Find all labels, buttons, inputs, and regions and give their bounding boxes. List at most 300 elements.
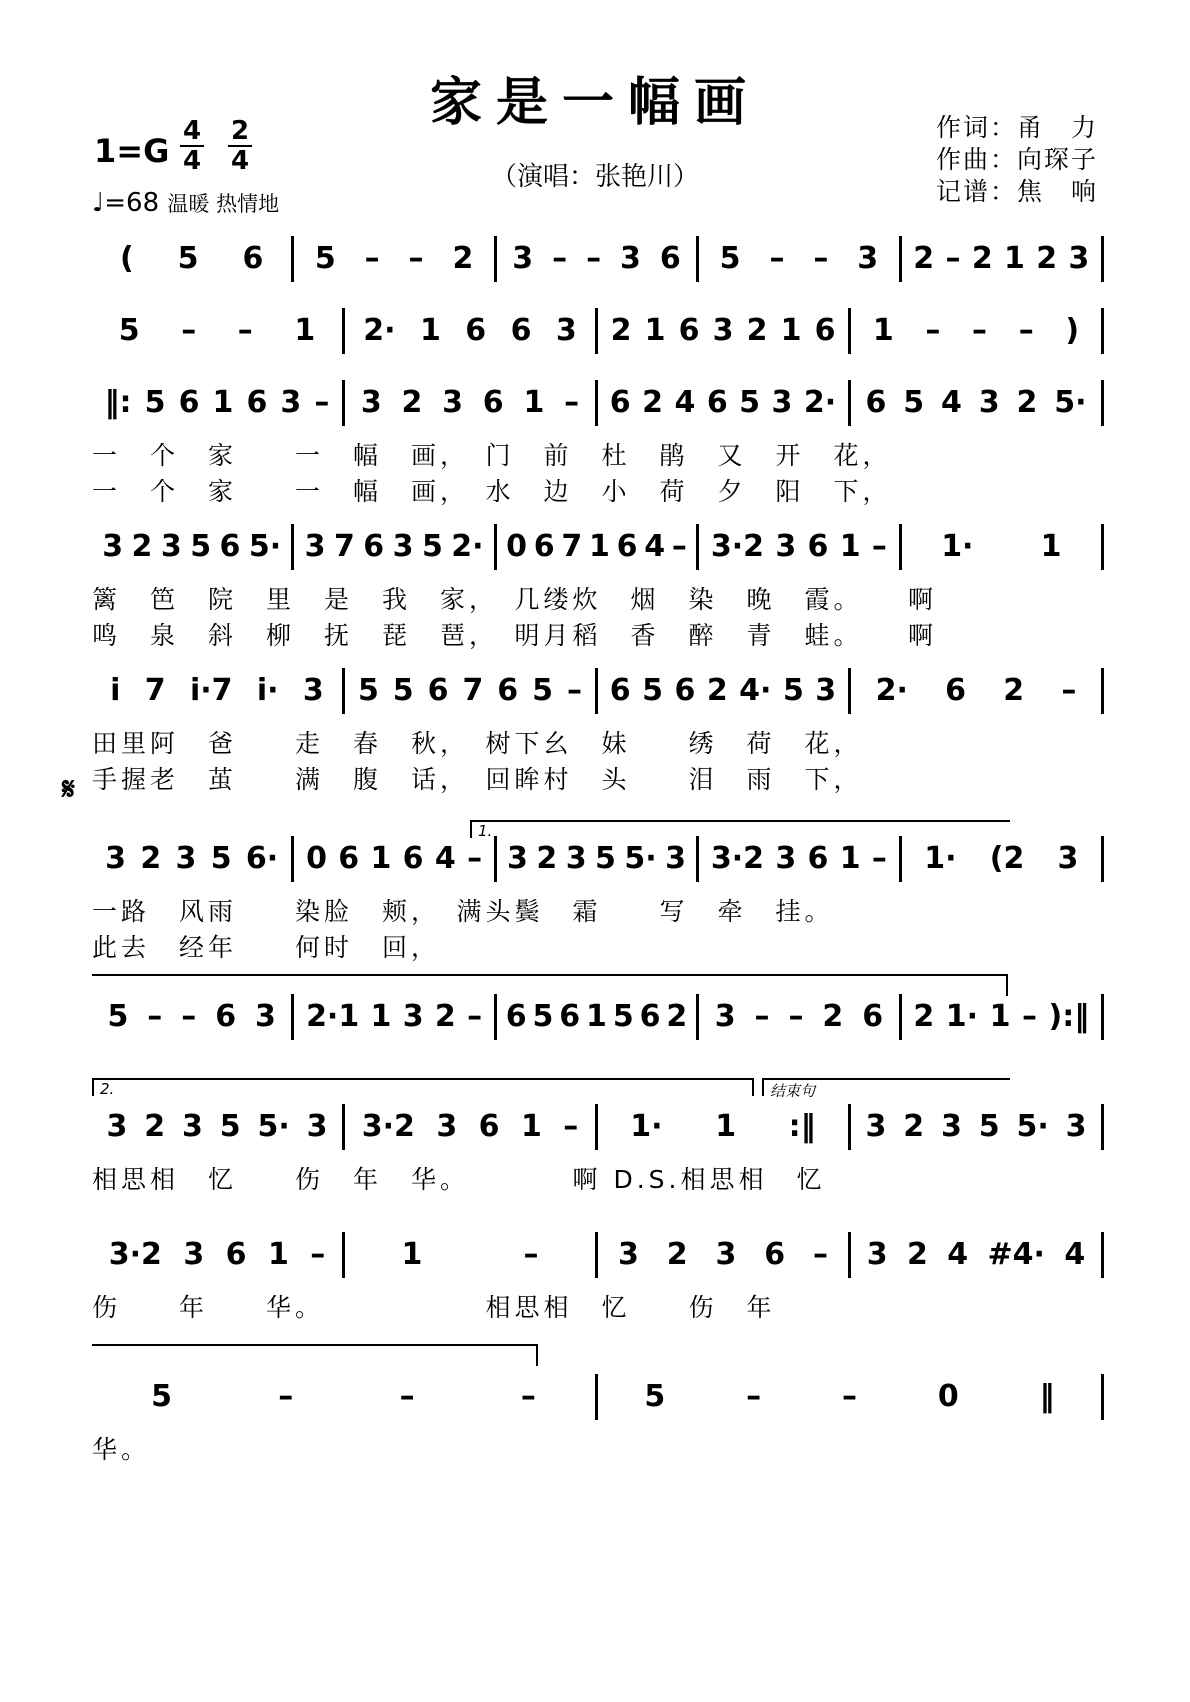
note-symbol: 5 [978, 1109, 1000, 1144]
note-symbol: – [566, 673, 582, 708]
tempo-marking [92, 188, 279, 218]
note-symbol: 6 [533, 529, 555, 564]
note-symbol: 3·2 [710, 529, 765, 564]
volta-ending-phrase: 结束句 [762, 1078, 1010, 1096]
note-symbol: 0 [937, 1379, 959, 1414]
note-symbol: 6 [338, 841, 360, 876]
measure [345, 384, 595, 422]
note-symbol: 2 [536, 841, 558, 876]
note-symbol: 7 [462, 673, 484, 708]
note-symbol: 1 [872, 313, 894, 348]
note-symbol: i [110, 673, 121, 708]
key-signature: 1=G [94, 132, 170, 170]
segno-sign: 𝄋 [62, 772, 75, 807]
measure [699, 840, 898, 878]
note-symbol: – [813, 241, 829, 276]
barline [1101, 668, 1104, 714]
singer-credit: （演唱：张艳川） [490, 162, 699, 192]
note-symbol: 5 [210, 841, 232, 876]
note-symbol: 5 [782, 673, 804, 708]
note-symbol: 1 [586, 999, 607, 1034]
note-symbol: – [945, 241, 961, 276]
note-symbol: 3 [715, 1237, 737, 1272]
note-symbol: 3 [392, 529, 414, 564]
note-symbol: 1 [780, 313, 802, 348]
measure [699, 998, 898, 1036]
measure [345, 672, 595, 710]
note-symbol: 3 [665, 841, 686, 876]
note-symbol: 2· [363, 313, 396, 348]
notes-line [92, 240, 1104, 282]
note-symbol: 6 [814, 313, 836, 348]
note-symbol: 6 [482, 385, 504, 420]
note-symbol: 6 [865, 385, 887, 420]
barline [1101, 524, 1104, 570]
note-symbol: 2 [401, 385, 423, 420]
song-title: 家是一幅画 [429, 72, 760, 133]
note-symbol: 6 [363, 529, 385, 564]
note-symbol: i· [256, 673, 279, 708]
note-symbol: – [1061, 673, 1077, 708]
note-symbol: 6 [807, 841, 829, 876]
note-symbol: 3 [512, 241, 534, 276]
note-symbol: – [310, 1237, 326, 1272]
note-symbol: 2· [875, 673, 908, 708]
measure [294, 840, 493, 878]
note-symbol: 6· [245, 841, 279, 876]
transcriber-credit: 记谱：焦 响 [935, 177, 1098, 206]
note-symbol: – [563, 1109, 579, 1144]
note-symbol: 5 [612, 999, 634, 1034]
note-symbol: 5 [595, 841, 616, 876]
note-symbol: 3 [442, 385, 464, 420]
note-symbol: – [147, 999, 163, 1034]
volta-first-ending: 1. [470, 820, 1010, 838]
lyric-line: 一 个 家 一 幅 画， 水 边 小 荷 夕 阳 下， [92, 477, 892, 506]
note-symbol: 2 [144, 1109, 166, 1144]
note-symbol: 2 [913, 999, 935, 1034]
note-symbol: 6 [559, 999, 581, 1034]
barline [1101, 994, 1104, 1040]
measure [598, 1108, 848, 1146]
volta-first-ending-continued [92, 974, 1008, 996]
score-row [92, 1236, 1104, 1322]
lyric-line: 伤 年 华。 相思相 忆 伤 年 [92, 1293, 776, 1322]
measure [851, 1236, 1101, 1274]
note-symbol: 6 [616, 529, 638, 564]
note-symbol: – [181, 313, 197, 348]
note-symbol: 5 [392, 673, 414, 708]
note-symbol: 3 [105, 841, 127, 876]
note-symbol: 0 [306, 841, 327, 876]
note-symbol: 3 [1065, 1109, 1087, 1144]
note-symbol: 1 [370, 841, 392, 876]
note-symbol: 6 [764, 1237, 786, 1272]
note-symbol: 2 [666, 999, 688, 1034]
note-symbol: 6 [242, 241, 264, 276]
note-symbol: 5 [719, 241, 741, 276]
note-symbol: 2 [666, 1237, 688, 1272]
note-symbol: 3 [102, 529, 124, 564]
note-symbol: – [972, 313, 988, 348]
note-symbol: 3 [555, 313, 577, 348]
note-symbol: 4 [434, 841, 456, 876]
measure [902, 840, 1101, 878]
lyric-line: 一路 风雨 染脸 颊， 满头鬓 霜 写 牵 挂。 [92, 897, 834, 926]
time-signature-2-4 [228, 118, 252, 174]
volta-second-ending: 2. [92, 1078, 754, 1096]
measure [699, 528, 898, 566]
note-symbol: 3 [175, 841, 197, 876]
lyric-line: 华。 [92, 1435, 151, 1464]
score-row [92, 1378, 1104, 1464]
note-symbol: 5 [421, 529, 443, 564]
measure [497, 840, 696, 878]
note-symbol: 5· [248, 529, 282, 564]
measure [902, 240, 1101, 278]
note-symbol: 6 [678, 313, 700, 348]
note-symbol: – [754, 999, 770, 1034]
note-symbol: 1 [294, 313, 316, 348]
note-symbol: – [788, 999, 804, 1034]
note-symbol: 2 [746, 313, 768, 348]
note-symbol: 3 [712, 313, 734, 348]
lyric-line: 田里阿 爸 走 春 秋， 树下幺 妹 绣 荷 花， [92, 729, 863, 758]
time-signature-denominator: 4 [230, 146, 250, 176]
tempo-value: ♩=68 [92, 188, 160, 218]
note-symbol: 2· [803, 385, 837, 420]
note-symbol: 4· [739, 673, 772, 708]
time-signature-numerator: 4 [182, 116, 202, 146]
notes-line [92, 1236, 1104, 1278]
note-symbol: 3 [1068, 241, 1090, 276]
time-signature-4-4 [180, 118, 204, 174]
note-symbol: 5 [107, 999, 129, 1034]
note-symbol: 4 [940, 385, 962, 420]
note-symbol: 3 [183, 1237, 205, 1272]
note-symbol: 1 [989, 999, 1011, 1034]
note-symbol: 5 [177, 241, 199, 276]
note-symbol: 2 [610, 313, 632, 348]
note-symbol: 1 [267, 1237, 289, 1272]
note-symbol: 6 [465, 313, 487, 348]
composer-credit: 作曲：向琛子 [935, 145, 1098, 174]
note-symbol: ):‖ [1048, 999, 1090, 1034]
note-symbol: 5· [1054, 385, 1087, 420]
note-symbol: 3 [775, 529, 797, 564]
note-symbol: 2 [913, 241, 935, 276]
time-signature-numerator: 2 [230, 116, 250, 146]
note-symbol: 5 [739, 385, 761, 420]
note-symbol: 6 [659, 241, 681, 276]
score-row [92, 1108, 1104, 1194]
measure [92, 1378, 595, 1416]
measure [699, 240, 898, 278]
note-symbol: 2· [451, 529, 484, 564]
note-symbol: – [925, 313, 941, 348]
measure [851, 384, 1101, 422]
note-symbol: 2·1 [306, 999, 360, 1034]
note-symbol: 4 [947, 1237, 969, 1272]
note-symbol: 5 [532, 999, 554, 1034]
measure [497, 998, 696, 1036]
note-symbol: 3 [507, 841, 528, 876]
note-symbol: 3 [302, 673, 324, 708]
note-symbol: – [314, 385, 330, 420]
note-symbol: 6 [609, 385, 631, 420]
score-row [92, 672, 1104, 794]
barline [1101, 308, 1104, 354]
measure [92, 384, 342, 422]
note-symbol: 5· [624, 841, 657, 876]
note-symbol: 1 [839, 529, 861, 564]
expression-marking: 温暖 热情地 [167, 192, 280, 216]
note-symbol: 4 [1064, 1237, 1086, 1272]
note-symbol: 3·2 [361, 1109, 415, 1144]
note-symbol: 5 [314, 241, 336, 276]
measure [598, 1378, 1101, 1416]
note-symbol: 1 [370, 999, 392, 1034]
note-symbol: 2 [1036, 241, 1058, 276]
lyric-line: 篱 笆 院 里 是 我 家， 几缕炊 烟 染 晚 霞。 啊 [92, 585, 938, 614]
note-symbol: 3 [306, 1109, 328, 1144]
note-symbol: – [364, 241, 380, 276]
note-symbol: – [552, 241, 568, 276]
measure [902, 528, 1101, 566]
note-symbol: – [841, 1379, 857, 1414]
note-symbol: – [746, 1379, 762, 1414]
note-symbol: 6 [945, 673, 966, 708]
note-symbol: 6 [807, 529, 829, 564]
note-symbol: 2 [822, 999, 844, 1034]
note-symbol: 6 [427, 673, 449, 708]
note-symbol: 6 [510, 313, 532, 348]
note-symbol: (2 [989, 841, 1025, 876]
note-symbol: 3 [1057, 841, 1079, 876]
score-row [92, 240, 1104, 300]
note-symbol: 5 [219, 1109, 241, 1144]
notes-line [92, 840, 1104, 882]
note-symbol: 2 [434, 999, 456, 1034]
note-symbol: 7 [333, 529, 355, 564]
time-signature-denominator: 4 [182, 146, 202, 176]
note-symbol: – [408, 241, 424, 276]
note-symbol: 3 [865, 1109, 887, 1144]
note-symbol: – [467, 999, 483, 1034]
note-symbol: – [1022, 999, 1038, 1034]
lyric-line: 相思相 忆 伤 年 华。 啊 D.S.相思相 忆 [92, 1165, 826, 1194]
barline [1101, 236, 1104, 282]
note-symbol: 1 [589, 529, 610, 564]
measure [497, 528, 696, 566]
note-symbol: 3 [360, 385, 382, 420]
note-symbol: – [523, 1237, 539, 1272]
note-symbol: 3 [617, 1237, 639, 1272]
note-symbol: – [278, 1379, 294, 1414]
notes-line [92, 998, 1104, 1040]
measure [345, 1108, 595, 1146]
note-symbol: 2 [1016, 385, 1038, 420]
note-symbol: – [769, 241, 785, 276]
note-symbol: :‖ [788, 1109, 816, 1144]
note-symbol: – [237, 313, 253, 348]
note-symbol: 3 [866, 1237, 888, 1272]
measure [294, 240, 493, 278]
note-symbol: 3 [620, 241, 641, 276]
measure [851, 672, 1101, 710]
note-symbol: 2 [452, 241, 474, 276]
note-symbol: 5 [357, 673, 379, 708]
note-symbol: 1 [520, 1109, 542, 1144]
note-symbol: 6 [639, 999, 661, 1034]
measure [851, 1108, 1101, 1146]
measure [92, 840, 291, 878]
note-symbol: 6 [402, 841, 424, 876]
note-symbol: 1· [630, 1109, 663, 1144]
note-symbol: 6 [219, 529, 241, 564]
note-symbol: i·7 [189, 673, 233, 708]
note-symbol: 6 [215, 999, 237, 1034]
note-symbol: 1 [1004, 241, 1025, 276]
note-symbol: 5 [190, 529, 212, 564]
note-symbol: 1 [1040, 529, 1062, 564]
note-symbol: ‖ [1039, 1379, 1055, 1414]
measure [294, 528, 493, 566]
note-symbol: 2 [1003, 673, 1025, 708]
note-symbol: 3·2 [108, 1237, 162, 1272]
note-symbol: – [181, 999, 197, 1034]
note-symbol: 5 [151, 1379, 173, 1414]
note-symbol: 3 [771, 385, 793, 420]
note-symbol: 3 [181, 1109, 203, 1144]
note-symbol: 7 [144, 673, 166, 708]
note-symbol: 0 [506, 529, 528, 564]
note-symbol: 2 [131, 529, 153, 564]
note-symbol: 5 [903, 385, 925, 420]
note-symbol: 3 [255, 999, 276, 1034]
note-symbol: ) [1065, 313, 1080, 348]
note-symbol: 6 [246, 385, 268, 420]
note-symbol: 6 [706, 385, 728, 420]
note-symbol: 6 [674, 673, 696, 708]
note-symbol: #4· [987, 1237, 1045, 1272]
measure [92, 1236, 342, 1274]
score-row [92, 528, 1104, 650]
note-symbol: 2 [642, 385, 663, 420]
measure [345, 312, 595, 350]
note-symbol: 1· [924, 841, 957, 876]
score-row [92, 384, 1104, 506]
measure [92, 312, 342, 350]
note-symbol: 5· [257, 1109, 290, 1144]
note-symbol: 3 [280, 385, 302, 420]
note-symbol: 5· [1016, 1109, 1049, 1144]
note-symbol: 3 [160, 529, 182, 564]
lyric-line: 此去 经年 何时 回， [92, 933, 441, 962]
note-symbol: 3·2 [710, 841, 765, 876]
measure [598, 312, 848, 350]
measure [497, 240, 696, 278]
notes-line [92, 312, 1104, 354]
note-symbol: 6 [862, 999, 884, 1034]
note-symbol: 5 [644, 1379, 666, 1414]
measure [294, 998, 493, 1036]
note-symbol: 5 [118, 313, 140, 348]
measure [92, 998, 291, 1036]
note-symbol: 3 [304, 529, 326, 564]
note-symbol: 3 [436, 1109, 458, 1144]
note-symbol: 3 [940, 1109, 962, 1144]
note-symbol: 1 [401, 1237, 423, 1272]
measure [598, 672, 848, 710]
note-symbol: 1 [419, 313, 441, 348]
note-symbol: 1 [715, 1109, 737, 1144]
note-symbol: – [520, 1379, 536, 1414]
note-symbol: – [564, 385, 580, 420]
note-symbol: 2 [140, 841, 162, 876]
ending-bracket [92, 1344, 538, 1366]
note-symbol: 6 [478, 1109, 500, 1144]
note-symbol: – [467, 841, 483, 876]
note-symbol: 6 [505, 999, 527, 1034]
note-symbol: 6 [609, 673, 631, 708]
barline [1101, 1374, 1104, 1420]
note-symbol: 3 [402, 999, 424, 1034]
note-symbol: 6 [497, 673, 519, 708]
note-symbol: – [1018, 313, 1034, 348]
note-symbol: 1· [945, 999, 979, 1034]
note-symbol: 5 [532, 673, 553, 708]
notes-line [92, 1108, 1104, 1150]
notes-line [92, 384, 1104, 426]
note-symbol: 3 [978, 385, 1000, 420]
note-symbol: 6 [225, 1237, 247, 1272]
notes-line [92, 528, 1104, 570]
note-symbol: – [671, 529, 687, 564]
note-symbol: 3 [714, 999, 736, 1034]
measure [345, 1236, 595, 1274]
barline [1101, 836, 1104, 882]
measure [92, 1108, 342, 1146]
note-symbol: 1 [523, 385, 545, 420]
note-symbol: 3 [565, 841, 587, 876]
note-symbol: ‖: [104, 385, 132, 420]
measure [598, 384, 848, 422]
note-symbol: 3 [857, 241, 879, 276]
score-row [92, 998, 1104, 1058]
score-row [92, 312, 1104, 372]
note-symbol: 6 [178, 385, 200, 420]
measure [902, 998, 1101, 1036]
note-symbol: 4 [674, 385, 696, 420]
barline [1101, 1104, 1104, 1150]
measure [598, 1236, 848, 1274]
note-symbol: 5 [642, 673, 663, 708]
lyricist-credit: 作词：甬 力 [935, 113, 1098, 142]
note-symbol: – [813, 1237, 828, 1272]
note-symbol: 7 [561, 529, 583, 564]
measure [92, 672, 342, 710]
note-symbol: 1 [839, 841, 861, 876]
measure [851, 312, 1101, 350]
note-symbol: 3 [775, 841, 797, 876]
lyric-line: 手握老 茧 满 腹 话， 回眸村 头 泪 雨 下， [92, 765, 863, 794]
notes-line [92, 672, 1104, 714]
note-symbol: 3 [106, 1109, 128, 1144]
barline [1101, 380, 1104, 426]
note-symbol: – [399, 1379, 415, 1414]
note-symbol: 4 [644, 529, 666, 564]
